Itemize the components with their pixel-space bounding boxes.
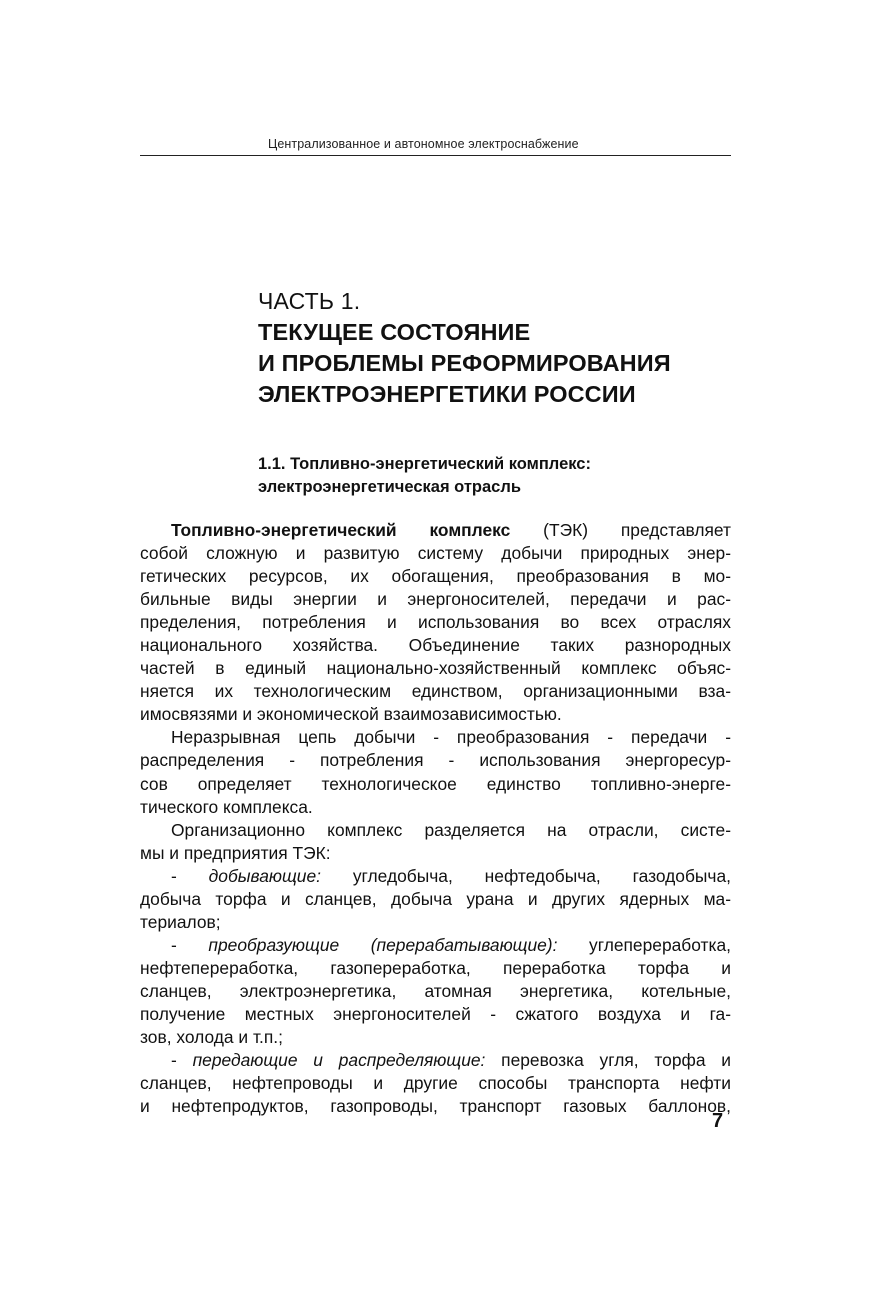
list-item <box>140 934 731 1049</box>
text-fragment: угледобыча, нефтедобыча, газодобыча, <box>320 865 731 886</box>
text-line: добыча торфа и сланцев, добыча урана и других ядерных ма- <box>140 888 731 909</box>
part-label: ЧАСТЬ 1. <box>258 288 361 314</box>
running-head <box>140 135 731 156</box>
list-item <box>140 1049 731 1118</box>
list-dash: - <box>171 865 209 886</box>
text-line: нефтепереработка, газопереработка, переработка торфа и <box>140 957 731 978</box>
body-text <box>140 519 731 1118</box>
text-line: распределения - потребления - использования энергоресур- <box>140 750 731 771</box>
list-dash: - <box>171 934 209 955</box>
text-line: зов, холода и т.п.; <box>140 1027 283 1048</box>
text-line <box>140 1049 731 1072</box>
part-title-line: ТЕКУЩЕЕ СОСТОЯНИЕ <box>258 319 531 345</box>
part-title-line: ЭЛЕКТРОЭНЕРГЕТИКИ РОССИИ <box>258 381 636 407</box>
text-line: няется их технологическим единством, организационными вза- <box>140 681 731 702</box>
section-heading-line: 1.1. Топливно-энергетический комплекс: <box>258 455 591 473</box>
part-title-line: И ПРОБЛЕМЫ РЕФОРМИРОВАНИЯ <box>258 350 671 376</box>
section-heading <box>258 453 718 499</box>
section-heading-line: электроэнергетическая отрасль <box>258 478 521 496</box>
part-title <box>258 317 738 410</box>
text-line: сланцев, электроэнергетика, атомная энергетика, котельные, <box>140 980 731 1001</box>
term-italic: передающие и распределяющие: <box>192 1050 486 1071</box>
text-line: собой сложную и развитую систему добычи природных энер- <box>140 543 731 564</box>
text-line: териалов; <box>140 911 221 932</box>
text-fragment: углепереработка, <box>557 934 732 955</box>
paragraph <box>140 726 731 818</box>
text-line: сов определяет технологическое единство топливно-энерге- <box>140 773 731 794</box>
list-dash: - <box>171 1050 193 1071</box>
text-line <box>140 934 731 957</box>
text-line: национального хозяйства. Объединение таких разнородных <box>140 635 731 656</box>
text-line: и нефтепродуктов, газопроводы, транспорт газовых баллонов, <box>140 1096 731 1117</box>
text-line <box>140 865 731 888</box>
text-line: имосвязями и экономической взаимозависимостью. <box>140 704 562 725</box>
term-bold: Топливно-энергетический комплекс <box>171 520 511 540</box>
paragraph <box>140 519 731 726</box>
text-line <box>140 519 731 542</box>
running-head-text: Централизованное и автономное электроснабжение <box>268 137 579 151</box>
text-line: мы и предприятия ТЭК: <box>140 842 331 863</box>
page-number: 7 <box>712 1110 724 1132</box>
part-block <box>258 285 738 410</box>
term-italic: добывающие: <box>208 865 321 886</box>
text-line: пределения, потребления и использования во всех отраслях <box>140 612 731 633</box>
text-line: Организационно комплекс разделяется на отрасли, систе- <box>171 819 731 840</box>
text-line: бильные виды энергии и энергоносителей, передачи и рас- <box>140 589 731 610</box>
text-line: Неразрывная цепь добычи - преобразования - передачи - <box>171 727 731 748</box>
paragraph <box>140 819 731 865</box>
term-italic: преобразующие (перерабатывающие): <box>208 934 558 955</box>
text-fragment: перевозка угля, торфа и <box>485 1050 731 1071</box>
text-line: сланцев, нефтепроводы и другие способы транспорта нефти <box>140 1073 731 1094</box>
list-item <box>140 865 731 934</box>
text-line: тического комплекса. <box>140 796 313 817</box>
text-line: частей в единый национально-хозяйственный комплекс объяс- <box>140 658 731 679</box>
text-line: гетических ресурсов, их обогащения, преобразования в мо- <box>140 566 731 587</box>
text-fragment: (ТЭК) представляет <box>510 520 731 540</box>
text-line: получение местных энергоносителей - сжатого воздуха и га- <box>140 1003 731 1024</box>
